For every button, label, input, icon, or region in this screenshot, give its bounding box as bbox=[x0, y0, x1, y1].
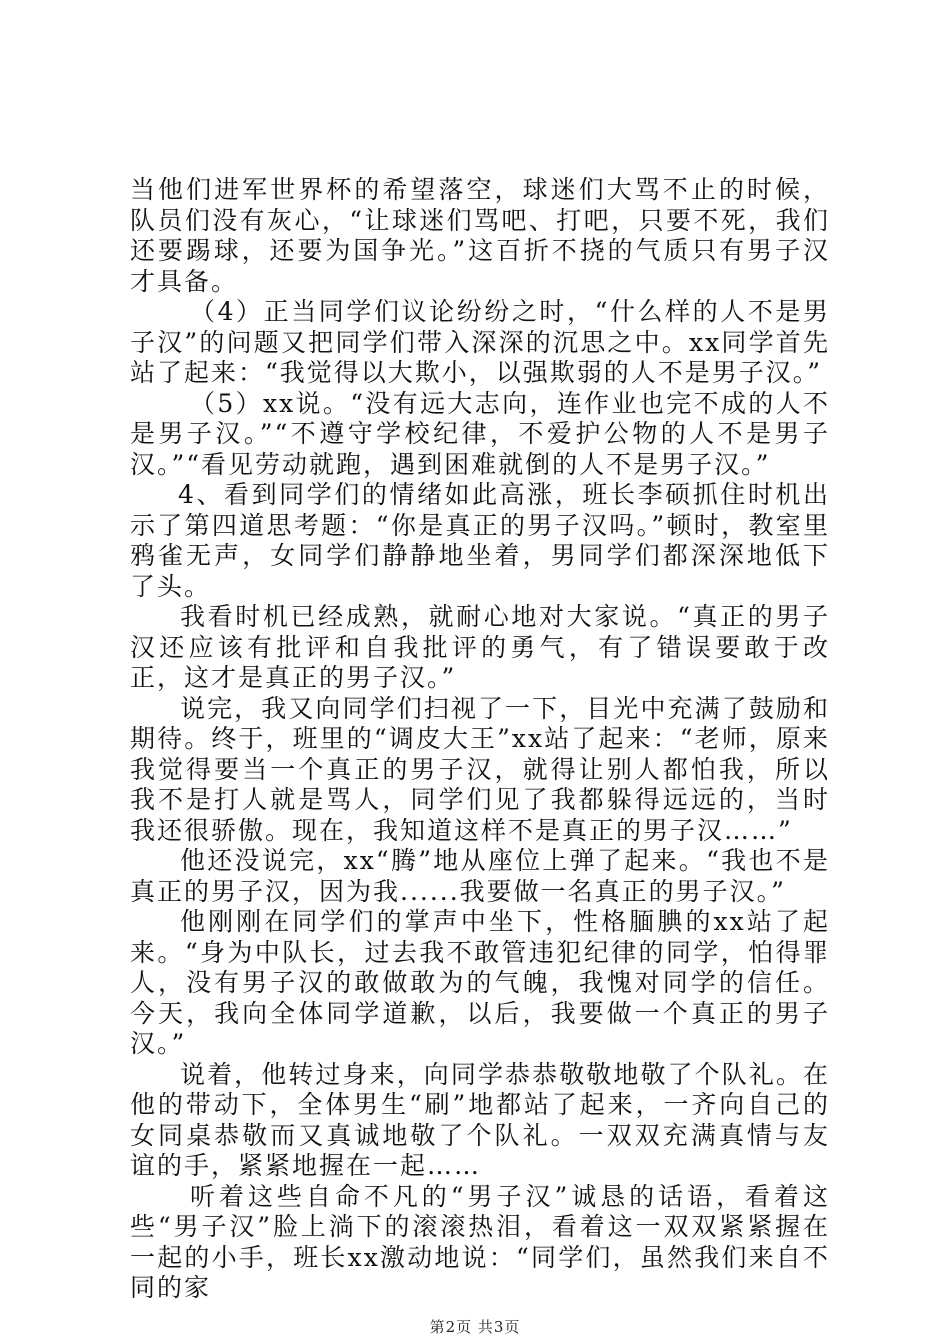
paragraph-7: 他还没说完，xx“腾”地从座位上弹了起来。“我也不是真正的男子汉，因为我......我要做一名真正的男子汉。” bbox=[130, 846, 830, 906]
document-body bbox=[130, 175, 830, 1304]
paragraph-3: （5）xx说。“没有远大志向，连作业也完不成的人不是男子汉。”“不遵守学校纪律，不爱护公物的人不是男子汉。”“看见劳动就跑，遇到困难就倒的人不是男子汉。” bbox=[130, 388, 830, 479]
paragraph-6: 说完，我又向同学们扫视了一下，目光中充满了鼓励和期待。终于，班里的“调皮大王”xx站了起来：“老师，原来我觉得要当一个真正的男子汉，就得让别人都怕我，所以我不是打人就是骂人，同学们见了我都躲得远远的，当时我还很骄傲。现在，我知道这样不是真正的男子汉……” bbox=[130, 693, 830, 845]
paragraph-4: 4、看到同学们的情绪如此高涨，班长李硕抓住时机出示了第四道思考题：“你是真正的男子汉吗。”顿时，教室里鸦雀无声，女同学们静静地坐着，男同学们都深深地低下了头。 bbox=[130, 480, 830, 601]
paragraph-5: 我看时机已经成熟，就耐心地对大家说。“真正的男子汉还应该有批评和自我批评的勇气，有了错误要敢于改正，这才是真正的男子汉。” bbox=[130, 602, 830, 692]
paragraph-9: 说着，他转过身来，向同学恭恭敬敬地敬了个队礼。在他的带动下，全体男生“刷”地都站了起来，一齐向自己的女同桌恭敬而又真诚地敬了个队礼。一双双充满真情与友谊的手，紧紧地握在一起…… bbox=[130, 1059, 830, 1180]
page-number-footer: 第2页 共3页 bbox=[429, 1318, 521, 1336]
paragraph-10: 听着这些自命不凡的“男子汉”诚恳的话语，看着这些“男子汉”脸上淌下的滚滚热泪，看着这一双双紧紧握在一起的小手，班长xx激动地说：“同学们，虽然我们来自不同的家 bbox=[130, 1181, 830, 1302]
paragraph-2: （4）正当同学们议论纷纷之时，“什么样的人不是男子汉”的问题又把同学们带入深深的沉思之中。xx同学首先站了起来：“我觉得以大欺小，以强欺弱的人不是男子汉。” bbox=[130, 297, 830, 387]
paragraph-8: 他刚刚在同学们的掌声中坐下，性格腼腆的xx站了起来。“身为中队长，过去我不敢管违犯纪律的同学，怕得罪人，没有男子汉的敢做敢为的气魄，我愧对同学的信任。今天，我向全体同学道歉，以后，我要做一个真正的男子汉。” bbox=[130, 907, 830, 1058]
paragraph-1: 当他们进军世界杯的希望落空，球迷们大骂不止的时候，队员们没有灰心，“让球迷们骂吧、打吧，只要不死，我们还要踢球，还要为国争光。”这百折不挠的气质只有男子汉才具备。 bbox=[130, 175, 830, 296]
